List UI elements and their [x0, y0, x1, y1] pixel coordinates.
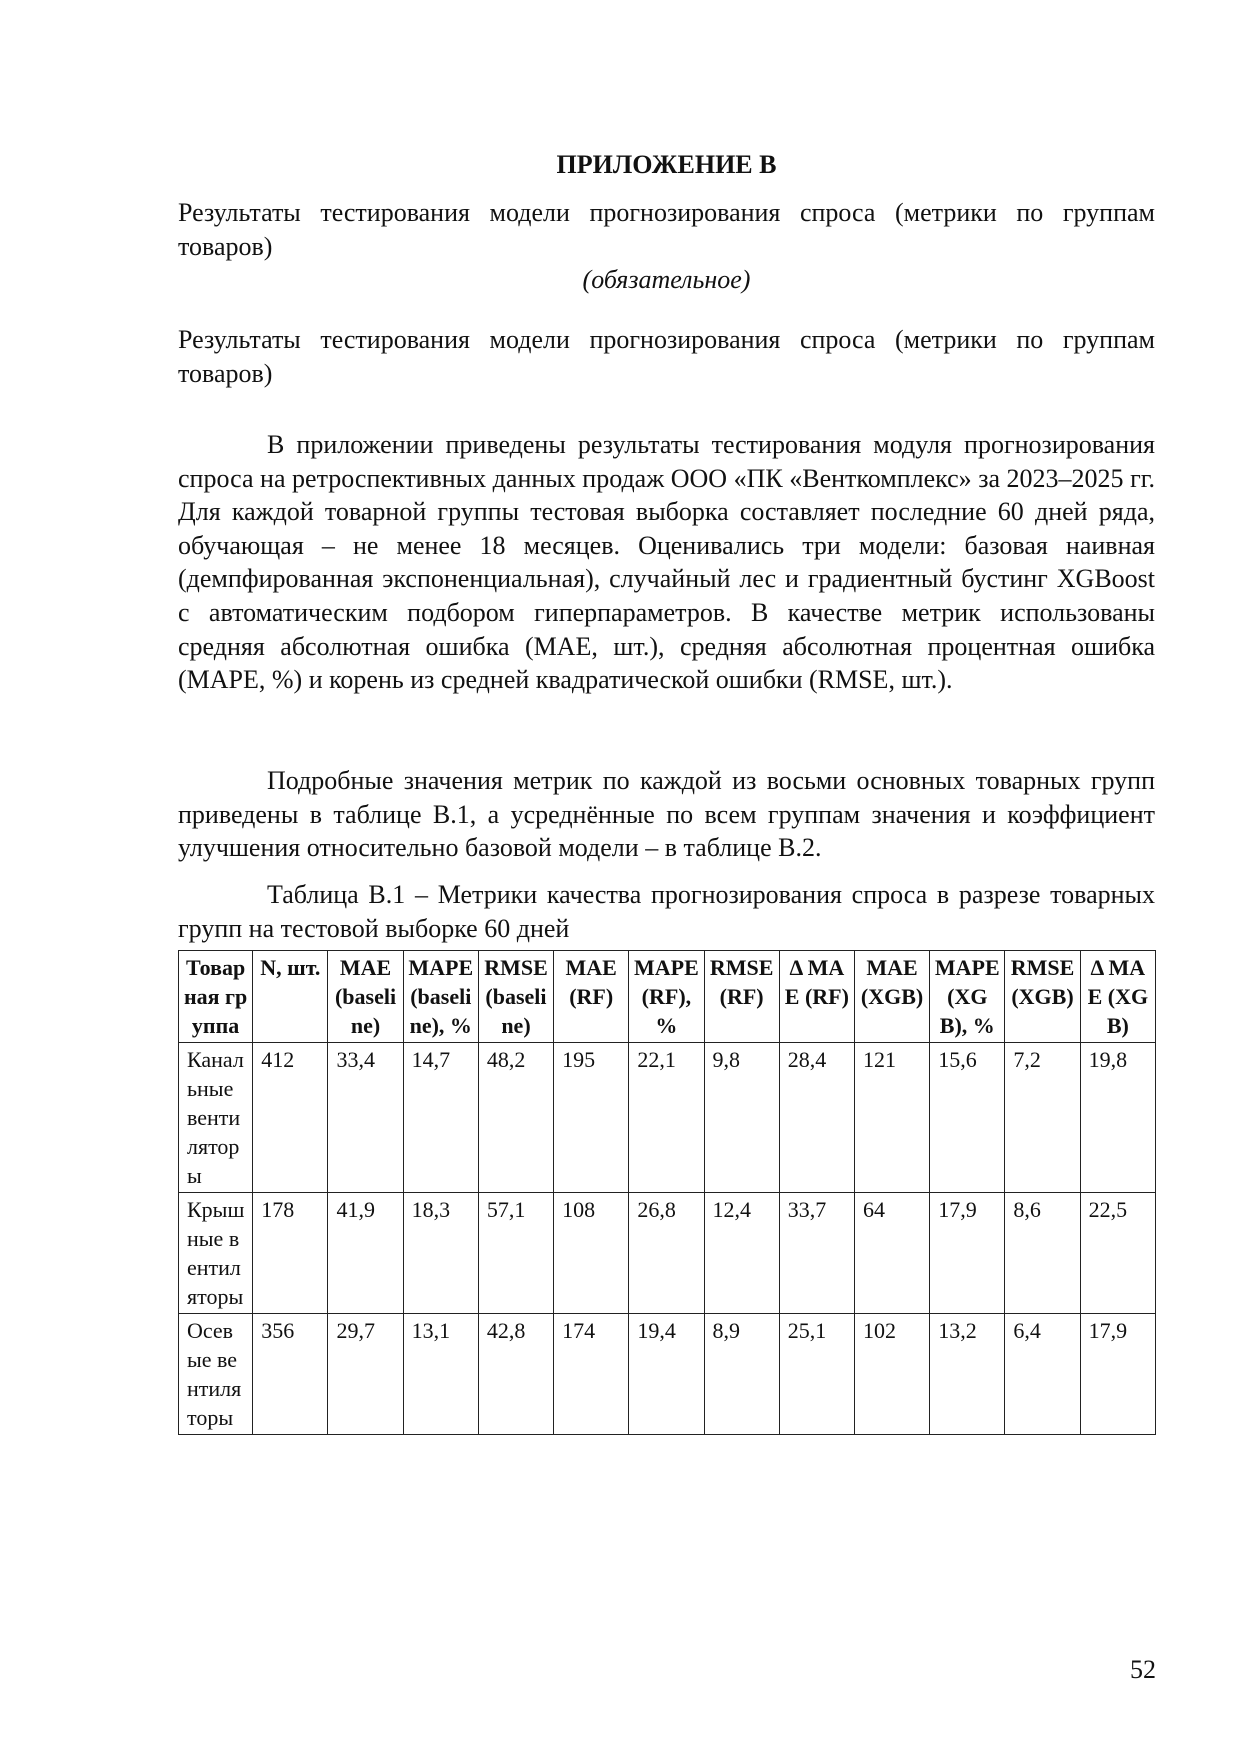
cell-rmse-xgb: 6,4	[1005, 1314, 1080, 1435]
cell-n: 356	[253, 1314, 328, 1435]
appendix-heading: Результаты тестирования модели прогнозирования спроса (метрики по группам товаров)	[178, 198, 1155, 261]
cell-mape-baseline: 14,7	[403, 1043, 478, 1193]
cell-n: 178	[253, 1193, 328, 1314]
cell-mae-baseline: 41,9	[328, 1193, 403, 1314]
cell-delta-mae-xgb: 22,5	[1080, 1193, 1155, 1314]
header-delta-mae-xgb: Δ MAE (XGB)	[1080, 951, 1155, 1043]
appendix-title: ПРИЛОЖЕНИЕ В	[556, 150, 777, 179]
header-group: Товарная группа	[179, 951, 253, 1043]
table-row	[179, 1193, 1156, 1314]
header-n: N, шт.	[253, 951, 328, 1043]
cell-delta-mae-rf: 25,1	[779, 1314, 854, 1435]
table-row	[179, 1043, 1156, 1193]
cell-n: 412	[253, 1043, 328, 1193]
header-mae-xgb: MAE (XGB)	[854, 951, 929, 1043]
cell-rmse-baseline: 48,2	[478, 1043, 553, 1193]
tables-reference-paragraph: Подробные значения метрик по каждой из восьми основных товарных групп приведены в таблице В.1, а усреднённые по всем группам значения и коэффициент улучшения относительно базовой модели – в таблице В.2.	[178, 766, 1155, 863]
header-mape-xgb: MAPE (XGB), %	[930, 951, 1005, 1043]
cell-group: Осевые вентиляторы	[179, 1314, 253, 1435]
cell-mae-xgb: 121	[854, 1043, 929, 1193]
metrics-table	[178, 950, 1156, 1435]
cell-mae-xgb: 102	[854, 1314, 929, 1435]
cell-mape-rf: 22,1	[629, 1043, 704, 1193]
table-header-row	[179, 951, 1156, 1043]
cell-delta-mae-rf: 28,4	[779, 1043, 854, 1193]
header-rmse-xgb: RMSE (XGB)	[1005, 951, 1080, 1043]
cell-rmse-rf: 12,4	[704, 1193, 779, 1314]
header-delta-mae-rf: Δ MAE (RF)	[779, 951, 854, 1043]
cell-mape-rf: 19,4	[629, 1314, 704, 1435]
appendix-status: (обязательное)	[582, 265, 751, 294]
cell-rmse-rf: 8,9	[704, 1314, 779, 1435]
cell-rmse-xgb: 7,2	[1005, 1043, 1080, 1193]
cell-rmse-rf: 9,8	[704, 1043, 779, 1193]
header-mae-rf: MAE (RF)	[554, 951, 629, 1043]
table-caption: Таблица В.1 – Метрики качества прогнозирования спроса в разрезе товарных групп на тестовой выборке 60 дней	[178, 880, 1155, 943]
cell-delta-mae-xgb: 19,8	[1080, 1043, 1155, 1193]
cell-delta-mae-rf: 33,7	[779, 1193, 854, 1314]
cell-delta-mae-xgb: 17,9	[1080, 1314, 1155, 1435]
cell-mae-xgb: 64	[854, 1193, 929, 1314]
intro-paragraph: В приложении приведены результаты тестирования модуля прогнозирования спроса на ретроспективных данных продаж ООО «ПК «Венткомплекс» за 2023–2025 гг. Для каждой товарной группы тестовая выборка составляет последние 60 дней ряда, обучающая – не менее 18 месяцев. Оценивались три модели: базовая наивная (демпфированная экспоненциальная), случайный лес и градиентный бустинг XGBoost с автоматическим подбором гиперпараметров. В качестве метрик использованы средняя абсолютная ошибка (MAE, шт.), средняя абсолютная процентная ошибка (MAPE, %) и корень из средней квадратической ошибки (RMSE, шт.).	[178, 430, 1155, 695]
appendix-heading-repeat: Результаты тестирования модели прогнозирования спроса (метрики по группам товаров)	[178, 325, 1155, 388]
header-rmse-rf: RMSE (RF)	[704, 951, 779, 1043]
table-row	[179, 1314, 1156, 1435]
cell-group: Канальные вентиляторы	[179, 1043, 253, 1193]
header-rmse-baseline: RMSE (baseline)	[478, 951, 553, 1043]
cell-mape-rf: 26,8	[629, 1193, 704, 1314]
cell-mape-baseline: 13,1	[403, 1314, 478, 1435]
page-number: 52	[1130, 1655, 1156, 1684]
cell-mape-xgb: 13,2	[930, 1314, 1005, 1435]
header-mape-baseline: MAPE (baseline), %	[403, 951, 478, 1043]
cell-mae-rf: 174	[554, 1314, 629, 1435]
cell-mape-baseline: 18,3	[403, 1193, 478, 1314]
cell-mae-baseline: 33,4	[328, 1043, 403, 1193]
cell-rmse-baseline: 42,8	[478, 1314, 553, 1435]
cell-rmse-baseline: 57,1	[478, 1193, 553, 1314]
cell-mae-rf: 195	[554, 1043, 629, 1193]
cell-mape-xgb: 15,6	[930, 1043, 1005, 1193]
cell-rmse-xgb: 8,6	[1005, 1193, 1080, 1314]
header-mape-rf: MAPE (RF), %	[629, 951, 704, 1043]
cell-mape-xgb: 17,9	[930, 1193, 1005, 1314]
cell-mae-baseline: 29,7	[328, 1314, 403, 1435]
cell-group: Крышные вентиляторы	[179, 1193, 253, 1314]
header-mae-baseline: MAE (baseline)	[328, 951, 403, 1043]
cell-mae-rf: 108	[554, 1193, 629, 1314]
